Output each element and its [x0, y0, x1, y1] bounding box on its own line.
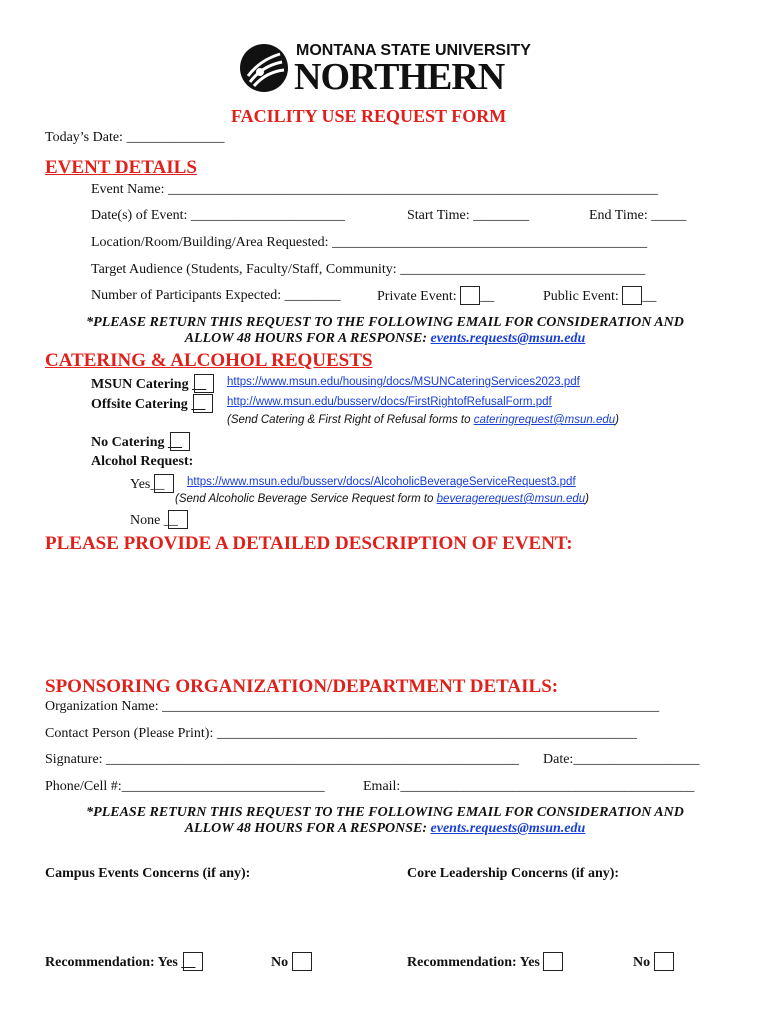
start-time-field[interactable]: Start Time: ________ [407, 208, 530, 223]
msun-catering-option: MSUN Catering __ [91, 374, 214, 393]
sponsor-heading: SPONSORING ORGANIZATION/DEPARTMENT DETAILS: [45, 676, 559, 697]
alcohol-send-note-text: (Send Alcoholic Beverage Service Request form to [175, 493, 437, 505]
public-event-option: Public Event: __ [543, 286, 656, 305]
phone-field[interactable]: Phone/Cell #:_____________________________ [45, 779, 325, 794]
core-no-label: No [633, 955, 651, 970]
no-catering-checkbox[interactable] [170, 432, 190, 451]
alcohol-yes-label: Yes [130, 477, 151, 492]
catering-send-note [227, 414, 619, 426]
todays-date-field[interactable]: Today’s Date: ______________ [45, 130, 225, 145]
description-heading: PLEASE PROVIDE A DETAILED DESCRIPTION OF EVENT: [45, 533, 573, 554]
notice-email-link[interactable]: events.requests@msun.edu [430, 331, 586, 346]
private-event-label: Private Event: [377, 289, 461, 304]
event-dates-field[interactable]: Date(s) of Event: ______________________ [91, 208, 345, 223]
public-event-checkbox[interactable] [622, 286, 642, 305]
core-concerns-label: Core Leadership Concerns (if any): [407, 866, 620, 881]
alcohol-yes-option: Yes__ [130, 474, 174, 493]
event-details-heading: EVENT DETAILS [45, 157, 197, 178]
alcohol-request-label: Alcohol Request: [91, 454, 194, 469]
offsite-catering-option: Offsite Catering __ [91, 394, 213, 413]
alcohol-none-label: None [130, 513, 164, 528]
msun-logo-mark-icon [238, 42, 290, 94]
core-recommendation-no [633, 952, 674, 971]
participants-field[interactable]: Number of Participants Expected: ________ [91, 288, 341, 303]
no-catering-label: No Catering [91, 435, 168, 450]
event-name-field[interactable]: Event Name: ______________________________________________________________________ [91, 182, 658, 197]
alcohol-none-checkbox[interactable] [168, 510, 188, 529]
alcohol-send-close: ) [585, 493, 589, 505]
notice-line-1: *PLEASE RETURN THIS REQUEST TO THE FOLLOWING EMAIL FOR CONSIDERATION AND [86, 315, 684, 330]
offsite-catering-checkbox[interactable] [193, 394, 213, 413]
audience-field[interactable]: Target Audience (Students, Faculty/Staff, Community: ___________________________________ [91, 262, 646, 277]
alcohol-send-note [175, 493, 589, 505]
description-area[interactable] [45, 560, 725, 670]
msun-catering-link[interactable]: https://www.msun.edu/housing/docs/MSUNCateringServices2023.pdf [227, 376, 580, 388]
campus-recommendation-no [271, 952, 312, 971]
catering-send-note-text: (Send Catering & First Right of Refusal forms to [227, 414, 474, 426]
private-event-option: Private Event: __ [377, 286, 494, 305]
logo-campus-name: NORTHERN [294, 56, 505, 98]
msun-catering-checkbox[interactable] [194, 374, 214, 393]
offsite-catering-link[interactable]: http://www.msun.edu/busserv/docs/FirstRightofRefusalForm.pdf [227, 396, 552, 408]
catering-email-link[interactable]: cateringrequest@msun.edu [473, 414, 616, 426]
campus-concerns-label: Campus Events Concerns (if any): [45, 866, 251, 881]
core-no-checkbox[interactable] [654, 952, 674, 971]
core-recommendation-yes [407, 952, 563, 971]
campus-no-label: No [271, 955, 289, 970]
campus-recommendation-yes: Recommendation: Yes __ [45, 952, 203, 971]
notice-line-2 [0, 331, 770, 347]
end-time-field[interactable]: End Time: _____ [589, 208, 687, 223]
contact-person-field[interactable]: Contact Person (Please Print): ____________________________________________________________ [45, 726, 637, 741]
return-notice-top [0, 315, 770, 347]
campus-recommendation-label: Recommendation: Yes [45, 955, 182, 970]
catering-heading: CATERING & ALCOHOL REQUESTS [45, 350, 373, 371]
campus-yes-checkbox[interactable] [183, 952, 203, 971]
return-notice-bottom [0, 805, 770, 837]
core-yes-checkbox[interactable] [543, 952, 563, 971]
location-field[interactable]: Location/Room/Building/Area Requested: _____________________________________________ [91, 235, 648, 250]
no-catering-option: No Catering __ [91, 432, 190, 451]
alcohol-form-link[interactable]: https://www.msun.edu/busserv/docs/AlcoholicBeverageServiceRequest3.pdf [187, 476, 576, 488]
notice-line-2-text: ALLOW 48 HOURS FOR A RESPONSE: [184, 331, 431, 346]
signature-field[interactable]: Signature: ___________________________________________________________ [45, 752, 520, 767]
sponsor-date-field[interactable]: Date:__________________ [543, 752, 700, 767]
email-field[interactable]: Email:__________________________________________ [363, 779, 695, 794]
form-title: FACILITY USE REQUEST FORM [231, 106, 507, 126]
msun-catering-label: MSUN Catering [91, 377, 193, 392]
offsite-catering-label: Offsite Catering [91, 397, 192, 412]
alcohol-email-link[interactable]: beveragerequest@msun.edu [436, 493, 586, 505]
public-event-label: Public Event: [543, 289, 623, 304]
notice-bottom-line-2 [0, 821, 770, 837]
notice-bottom-email-link[interactable]: events.requests@msun.edu [430, 821, 586, 836]
core-recommendation-label: Recommendation: Yes [407, 955, 540, 970]
notice-bottom-line-2-text: ALLOW 48 HOURS FOR A RESPONSE: [184, 821, 431, 836]
notice-bottom-line-1: *PLEASE RETURN THIS REQUEST TO THE FOLLOWING EMAIL FOR CONSIDERATION AND [86, 805, 684, 820]
alcohol-yes-checkbox[interactable] [154, 474, 174, 493]
msun-logo [238, 42, 538, 98]
alcohol-none-option: None __ [130, 510, 188, 529]
catering-send-close: ) [615, 414, 620, 426]
campus-no-checkbox[interactable] [292, 952, 312, 971]
private-event-checkbox[interactable] [460, 286, 480, 305]
organization-field[interactable]: Organization Name: _______________________________________________________________________ [45, 699, 660, 714]
logo-university-line: MONTANA STATE UNIVERSITY [296, 42, 531, 59]
